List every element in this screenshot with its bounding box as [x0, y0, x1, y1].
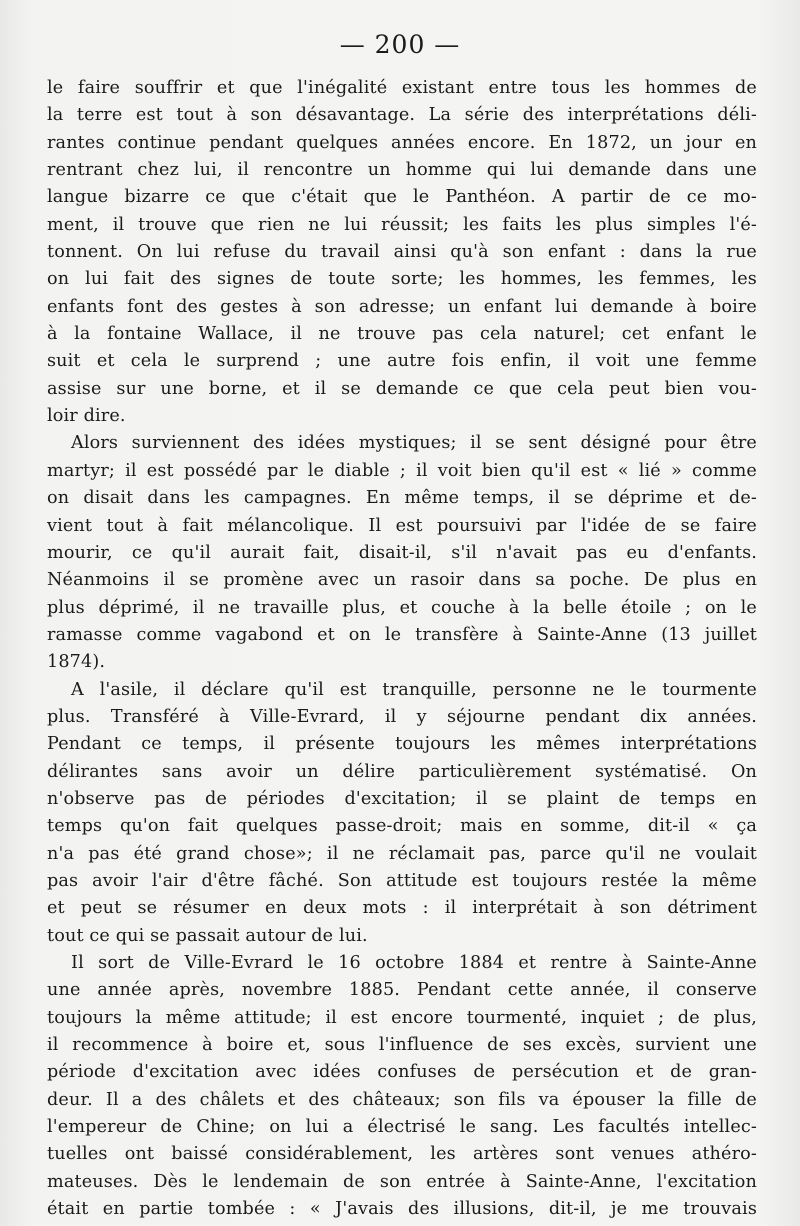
text-line: était en partie tombée : « J'avais des illusions, dit-il, je me trouvais: [47, 1199, 757, 1220]
text-line: il recommence à boire et, sous l'influence de ses excès, survient une: [47, 1035, 757, 1056]
text-line: rentrant chez lui, il rencontre un homme qui lui demande dans une: [47, 160, 757, 181]
text-line: A l'asile, il déclare qu'il est tranquille, personne ne le tourmente: [71, 679, 757, 700]
text-line: tuelles ont baissé considérablement, les artères sont venues athéro-: [47, 1144, 757, 1165]
text-line: l'empereur de Chine; on lui a électrisé le sang. Les facultés intellec-: [47, 1117, 757, 1138]
text-line: une année après, novembre 1885. Pendant cette année, il conserve: [47, 980, 757, 1001]
text-line: temps qu'on fait quelques passe-droit; mais en somme, dit-il « ça: [47, 816, 757, 837]
text-line: à la fontaine Wallace, il ne trouve pas cela naturel; cet enfant le: [47, 324, 757, 345]
text-line: délirantes sans avoir un délire particulièrement systématisé. On: [47, 761, 757, 782]
text-line: assise sur une borne, et il se demande ce que cela peut bien vou-: [47, 378, 757, 399]
text-line: la terre est tout à son désavantage. La série des interprétations déli-: [47, 105, 757, 126]
text-line: Pendant ce temps, il présente toujours les mêmes interprétations: [47, 734, 757, 755]
text-line: Alors surviennent des idées mystiques; il se sent désigné pour être: [71, 433, 757, 454]
text-line: rantes continue pendant quelques années encore. En 1872, un jour en: [47, 132, 757, 153]
text-line: on disait dans les campagnes. En même temps, il se déprime et de-: [47, 488, 757, 509]
page-number: — 200 —: [339, 30, 461, 59]
text-line: et peut se résumer en deux mots : il interprétait à son détriment: [47, 898, 757, 919]
text-line: langue bizarre ce que c'était que le Panthéon. A partir de ce mo-: [47, 187, 757, 208]
body-text: [47, 75, 757, 1223]
text-line: enfants font des gestes à son adresse; un enfant lui demande à boire: [47, 296, 757, 317]
text-line: n'observe pas de périodes d'excitation; il se plaint de temps en: [47, 788, 757, 809]
text-line: le faire souffrir et que l'inégalité existant entre tous les hommes de: [47, 78, 757, 98]
text-line: vient tout à fait mélancolique. Il est poursuivi par l'idée de se faire: [47, 515, 757, 536]
text-line: n'a pas été grand chose»; il ne réclamait pas, parce qu'il ne voulait: [47, 843, 757, 864]
text-line: toujours la même attitude; il est encore tourmenté, inquiet ; de plus,: [47, 1007, 757, 1028]
text-line: on lui fait des signes de toute sorte; les hommes, les femmes, les: [47, 269, 757, 290]
text-line: ment, il trouve que rien ne lui réussit; les faits les plus simples l'é-: [47, 214, 757, 235]
text-line: mateuses. Dès le lendemain de son entrée à Sainte-Anne, l'excitation: [47, 1171, 757, 1192]
text-line: loir dire.: [47, 406, 126, 427]
text-line: période d'excitation avec idées confuses de persécution et de gran-: [47, 1062, 757, 1083]
text-line: plus déprimé, il ne travaille plus, et couche à la belle étoile ; on le: [47, 597, 757, 618]
text-line: pas avoir l'air d'être fâché. Son attitude est toujours restée la même: [47, 870, 757, 891]
text-line: Néanmoins il se promène avec un rasoir dans sa poche. De plus en: [47, 570, 757, 591]
text-line: tonnent. On lui refuse du travail ainsi qu'à son enfant : dans la rue: [47, 242, 757, 263]
text-line: tout ce qui se passait autour de lui.: [47, 925, 368, 946]
text-line: plus. Transféré à Ville-Evrard, il y séjourne pendant dix années.: [47, 706, 757, 727]
text-line: martyr; il est possédé par le diable ; il voit bien qu'il est « lié » comme: [47, 460, 757, 481]
text-line: ramasse comme vagabond et on le transfère à Sainte-Anne (13 juillet: [47, 624, 757, 645]
text-line: 1874).: [47, 652, 106, 673]
text-line: suit et cela le surprend ; une autre fois enfin, il voit une femme: [47, 351, 757, 372]
text-line: mourir, ce qu'il aurait fait, disait-il, s'il n'avait pas eu d'enfants.: [47, 542, 757, 563]
text-line: Il sort de Ville-Evrard le 16 octobre 1884 et rentre à Sainte-Anne: [71, 953, 757, 973]
text-line: deur. Il a des châlets et des châteaux; son fils va épouser la fille de: [47, 1089, 757, 1110]
